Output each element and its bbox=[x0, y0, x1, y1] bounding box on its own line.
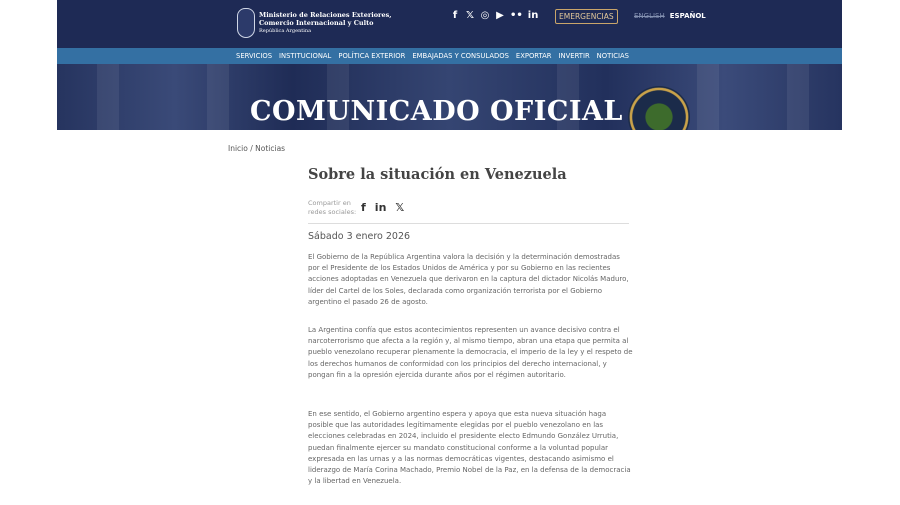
breadcrumb[interactable]: Inicio / Noticias bbox=[228, 144, 286, 153]
facebook-share-icon[interactable]: f bbox=[361, 201, 366, 214]
lang-english[interactable]: ENGLISH bbox=[634, 12, 665, 20]
language-switcher bbox=[634, 12, 706, 20]
nav-institucional[interactable]: INSTITUCIONAL bbox=[279, 52, 332, 60]
facebook-icon[interactable]: f bbox=[452, 10, 458, 21]
linkedin-share-icon[interactable]: in bbox=[374, 201, 387, 214]
nav-politica-exterior[interactable]: POLÍTICA EXTERIOR bbox=[338, 52, 406, 60]
nav-embajadas[interactable]: EMBAJADAS Y CONSULADOS bbox=[412, 52, 509, 60]
share-buttons bbox=[361, 201, 404, 214]
x-icon[interactable]: 𝕏 bbox=[465, 10, 475, 21]
site-header bbox=[57, 0, 842, 48]
nav-noticias[interactable]: NOTICIAS bbox=[596, 52, 629, 60]
article-title: Sobre la situación en Venezuela bbox=[308, 166, 567, 183]
ministry-logo[interactable] bbox=[237, 8, 392, 38]
x-share-icon[interactable]: 𝕏 bbox=[395, 201, 405, 214]
flickr-icon[interactable]: •• bbox=[510, 10, 523, 21]
ministry-name-line1: Ministerio de Relaciones Exteriores, bbox=[259, 11, 392, 19]
article-date: Sábado 3 enero 2026 bbox=[308, 231, 411, 242]
nav-exportar[interactable]: EXPORTAR bbox=[515, 52, 552, 60]
ministry-subtitle: República Argentina bbox=[259, 28, 312, 34]
social-links bbox=[450, 10, 538, 21]
youtube-icon[interactable]: ▶ bbox=[496, 10, 504, 21]
banner-title: COMUNICADO OFICIAL bbox=[250, 96, 623, 127]
emergencias-button[interactable]: EMERGENCIAS bbox=[555, 9, 618, 24]
ministry-name-line2: Comercio Internacional y Culto bbox=[259, 19, 374, 27]
instagram-icon[interactable]: ◎ bbox=[480, 10, 490, 21]
chancellery-seal-icon bbox=[628, 86, 690, 130]
nav-invertir[interactable]: INVERTIR bbox=[558, 52, 590, 60]
coat-of-arms-icon bbox=[237, 8, 255, 38]
main-nav bbox=[57, 48, 842, 64]
article-paragraph: La Argentina confía que estos acontecimientos representen un avance decisivo contra el narcoterrorismo que afecta a la región y, al mismo tiempo, abran una etapa que permita al pueblo venezolano recuperar plenamente la democracia, el imperio de la ley y el respeto de los derechos humanos de conformidad con los principios del derecho internacional, y pongan fin a la opresión ejercida durante años por el régimen autoritario. bbox=[308, 326, 633, 379]
banner bbox=[57, 64, 842, 130]
linkedin-icon[interactable]: in bbox=[527, 10, 539, 21]
share-label: Compartir en redes sociales: bbox=[308, 199, 357, 216]
article-paragraph: El Gobierno de la República Argentina valora la decisión y la determinación demostradas por el Presidente de los Estados Unidos de América y por su Gobierno en las recientes acciones adoptadas en Venezuela que derivaron en la captura del dictador Nicolás Maduro, líder del Cartel de los Soles, declarada como organización terrorista por el Gobierno argentino el pasado 26 de agosto. bbox=[308, 253, 629, 306]
divider bbox=[308, 223, 629, 224]
article-paragraph: En ese sentido, el Gobierno argentino espera y apoya que esta nueva situación haga posible que las autoridades legítimamente elegidas por el pueblo venezolano en las elecciones celebradas en 2024, incluido el presidente electo Edmundo González Urrutia, puedan finalmente ejercer su mandato constitucional conforme a la voluntad popular expresada en las urnas y a las normas democráticas vigentes, destacando asimismo el liderazgo de María Corina Machado, Premio Nobel de la Paz, en la defensa de la democracia y la libertad en Venezuela. bbox=[308, 410, 631, 486]
lang-espanol[interactable]: ESPAÑOL bbox=[669, 12, 706, 20]
nav-servicios[interactable]: SERVICIOS bbox=[236, 52, 273, 60]
